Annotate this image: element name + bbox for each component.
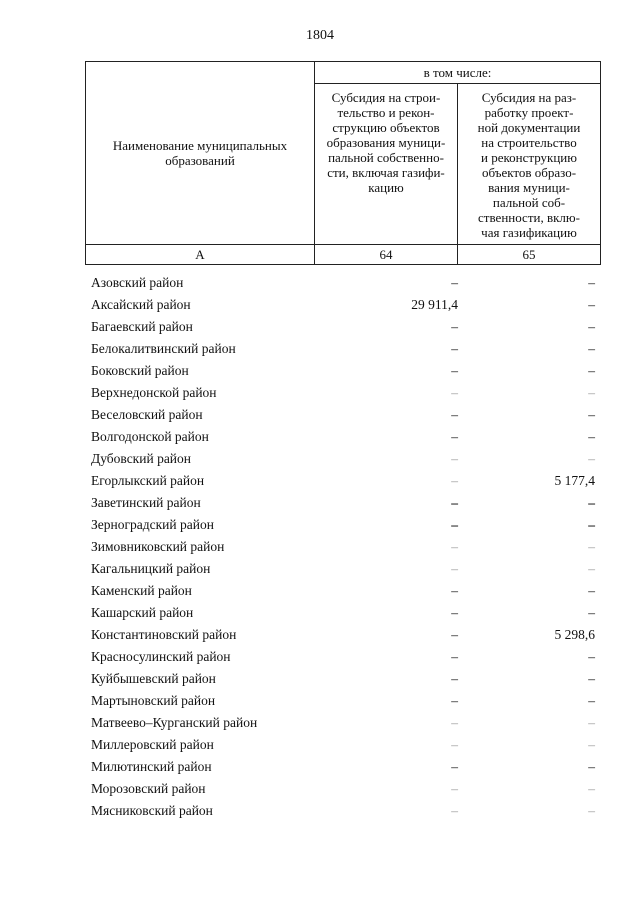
value-col-64: – <box>451 737 458 752</box>
header-line: Субсидия на раз- <box>481 90 577 105</box>
header-line: Субсидия на строи- <box>331 90 441 105</box>
value-col-65: – <box>588 759 595 774</box>
value-col-64: – <box>451 715 458 730</box>
value-col-65: – <box>588 363 595 378</box>
header-column-64 <box>315 84 458 245</box>
header-name-column: Наименование муниципальных образований <box>86 62 315 245</box>
table-row <box>85 668 601 690</box>
header-column-65 <box>458 84 601 245</box>
municipality-name: Мясниковский район <box>91 803 213 818</box>
table-row <box>85 492 601 514</box>
value-col-65: 5 298,6 <box>554 627 595 642</box>
municipality-name: Аксайский район <box>91 297 191 312</box>
header-line: объектов образо- <box>481 165 577 180</box>
value-col-64: – <box>451 781 458 796</box>
municipality-name: Багаевский район <box>91 319 193 334</box>
table-row <box>85 778 601 800</box>
value-col-64: – <box>451 803 458 818</box>
table-row <box>85 734 601 756</box>
value-col-64: – <box>451 385 458 400</box>
municipality-name: Белокалитвинский район <box>91 341 236 356</box>
municipality-name: Куйбышевский район <box>91 671 216 686</box>
page-number: 1804 <box>306 28 334 43</box>
value-col-64: 29 911,4 <box>411 297 458 312</box>
municipality-name: Дубовский район <box>91 451 192 466</box>
table-row <box>85 536 601 558</box>
value-col-64: – <box>451 429 458 444</box>
municipality-name: Егорлыкский район <box>91 473 205 488</box>
table-body <box>85 272 601 822</box>
value-col-65: – <box>588 495 595 510</box>
table-row <box>85 338 601 360</box>
value-col-64: – <box>451 583 458 598</box>
table-row <box>85 360 601 382</box>
value-col-64: – <box>451 671 458 686</box>
table-row <box>85 426 601 448</box>
municipality-name: Кашарский район <box>91 605 194 620</box>
table-row <box>85 558 601 580</box>
table-row <box>85 690 601 712</box>
value-col-65: – <box>588 781 595 796</box>
header-index-65: 65 <box>458 245 601 265</box>
value-col-65: – <box>588 561 595 576</box>
value-col-65: – <box>588 737 595 752</box>
municipality-name: Красносулинский район <box>91 649 231 664</box>
value-col-65: – <box>588 429 595 444</box>
header-line: на строительство <box>481 135 577 150</box>
table-header <box>85 61 601 265</box>
header-line: ной документации <box>477 120 581 135</box>
municipality-name: Азовский район <box>91 275 184 290</box>
table-row <box>85 602 601 624</box>
value-col-65: – <box>588 319 595 334</box>
value-col-64: – <box>451 473 458 488</box>
value-col-64: – <box>451 605 458 620</box>
header-index-name: А <box>86 245 315 265</box>
table-row <box>85 316 601 338</box>
value-col-64: – <box>451 451 458 466</box>
municipality-name: Морозовский район <box>91 781 206 796</box>
municipality-name: Зерноградский район <box>91 517 214 532</box>
header-index-64: 64 <box>315 245 458 265</box>
header-line: кацию <box>368 180 404 195</box>
value-col-65: 5 177,4 <box>554 473 595 488</box>
value-col-65: – <box>588 341 595 356</box>
municipality-name: Волгодонской район <box>91 429 209 444</box>
value-col-64: – <box>451 275 458 290</box>
value-col-64: – <box>451 495 458 510</box>
value-col-64: – <box>451 649 458 664</box>
value-col-64: – <box>451 693 458 708</box>
value-col-65: – <box>588 297 595 312</box>
value-col-65: – <box>588 649 595 664</box>
table-row <box>85 404 601 426</box>
header-line: чая газификацию <box>481 225 577 240</box>
value-col-65: – <box>588 385 595 400</box>
municipality-name: Константиновский район <box>91 627 237 642</box>
value-col-65: – <box>588 539 595 554</box>
header-line: тельство и рекон- <box>337 105 435 120</box>
value-col-65: – <box>588 583 595 598</box>
value-col-64: – <box>451 517 458 532</box>
header-column-65-lines <box>461 90 597 240</box>
value-col-65: – <box>588 693 595 708</box>
table-row <box>85 712 601 734</box>
value-col-64: – <box>451 407 458 422</box>
value-col-64: – <box>451 539 458 554</box>
table-row <box>85 624 601 646</box>
table-row <box>85 756 601 778</box>
table-row <box>85 514 601 536</box>
header-line: образования муници- <box>326 135 446 150</box>
header-line: и реконструкцию <box>481 150 577 165</box>
header-line: работку проект- <box>484 105 574 120</box>
header-column-64-lines <box>318 90 454 195</box>
municipality-name: Мартыновский район <box>91 693 216 708</box>
value-col-64: – <box>451 759 458 774</box>
table-row <box>85 646 601 668</box>
header-line: пальной соб- <box>492 195 566 210</box>
value-col-65: – <box>588 803 595 818</box>
value-col-65: – <box>588 605 595 620</box>
value-col-64: – <box>451 627 458 642</box>
value-col-64: – <box>451 341 458 356</box>
header-line: пальной собственно- <box>328 150 444 165</box>
header-line: струкцию объектов <box>332 120 440 135</box>
municipality-name: Верхнедонской район <box>91 385 217 400</box>
value-col-64: – <box>451 319 458 334</box>
table-row <box>85 272 601 294</box>
municipality-name: Заветинский район <box>91 495 201 510</box>
municipality-name: Боковский район <box>91 363 189 378</box>
municipality-name: Веселовский район <box>91 407 203 422</box>
municipality-name: Матвеево–Курганский район <box>91 715 258 730</box>
table-row <box>85 382 601 404</box>
value-col-65: – <box>588 715 595 730</box>
table-row <box>85 580 601 602</box>
value-col-65: – <box>588 517 595 532</box>
header-line: вания муници- <box>488 180 570 195</box>
table-row <box>85 294 601 316</box>
municipality-name: Милютинский район <box>91 759 212 774</box>
value-col-65: – <box>588 275 595 290</box>
value-col-65: – <box>588 671 595 686</box>
municipality-name: Зимовниковский район <box>91 539 225 554</box>
municipality-name: Миллеровский район <box>91 737 214 752</box>
table-row <box>85 448 601 470</box>
municipality-name: Кагальницкий район <box>91 561 211 576</box>
table-row <box>85 470 601 492</box>
header-line: ственности, вклю- <box>478 210 580 225</box>
value-col-65: – <box>588 407 595 422</box>
value-col-64: – <box>451 363 458 378</box>
value-col-64: – <box>451 561 458 576</box>
table-row <box>85 800 601 822</box>
header-group-label: в том числе: <box>315 62 601 84</box>
municipality-name: Каменский район <box>91 583 192 598</box>
header-line: сти, включая газифи- <box>327 165 445 180</box>
value-col-65: – <box>588 451 595 466</box>
